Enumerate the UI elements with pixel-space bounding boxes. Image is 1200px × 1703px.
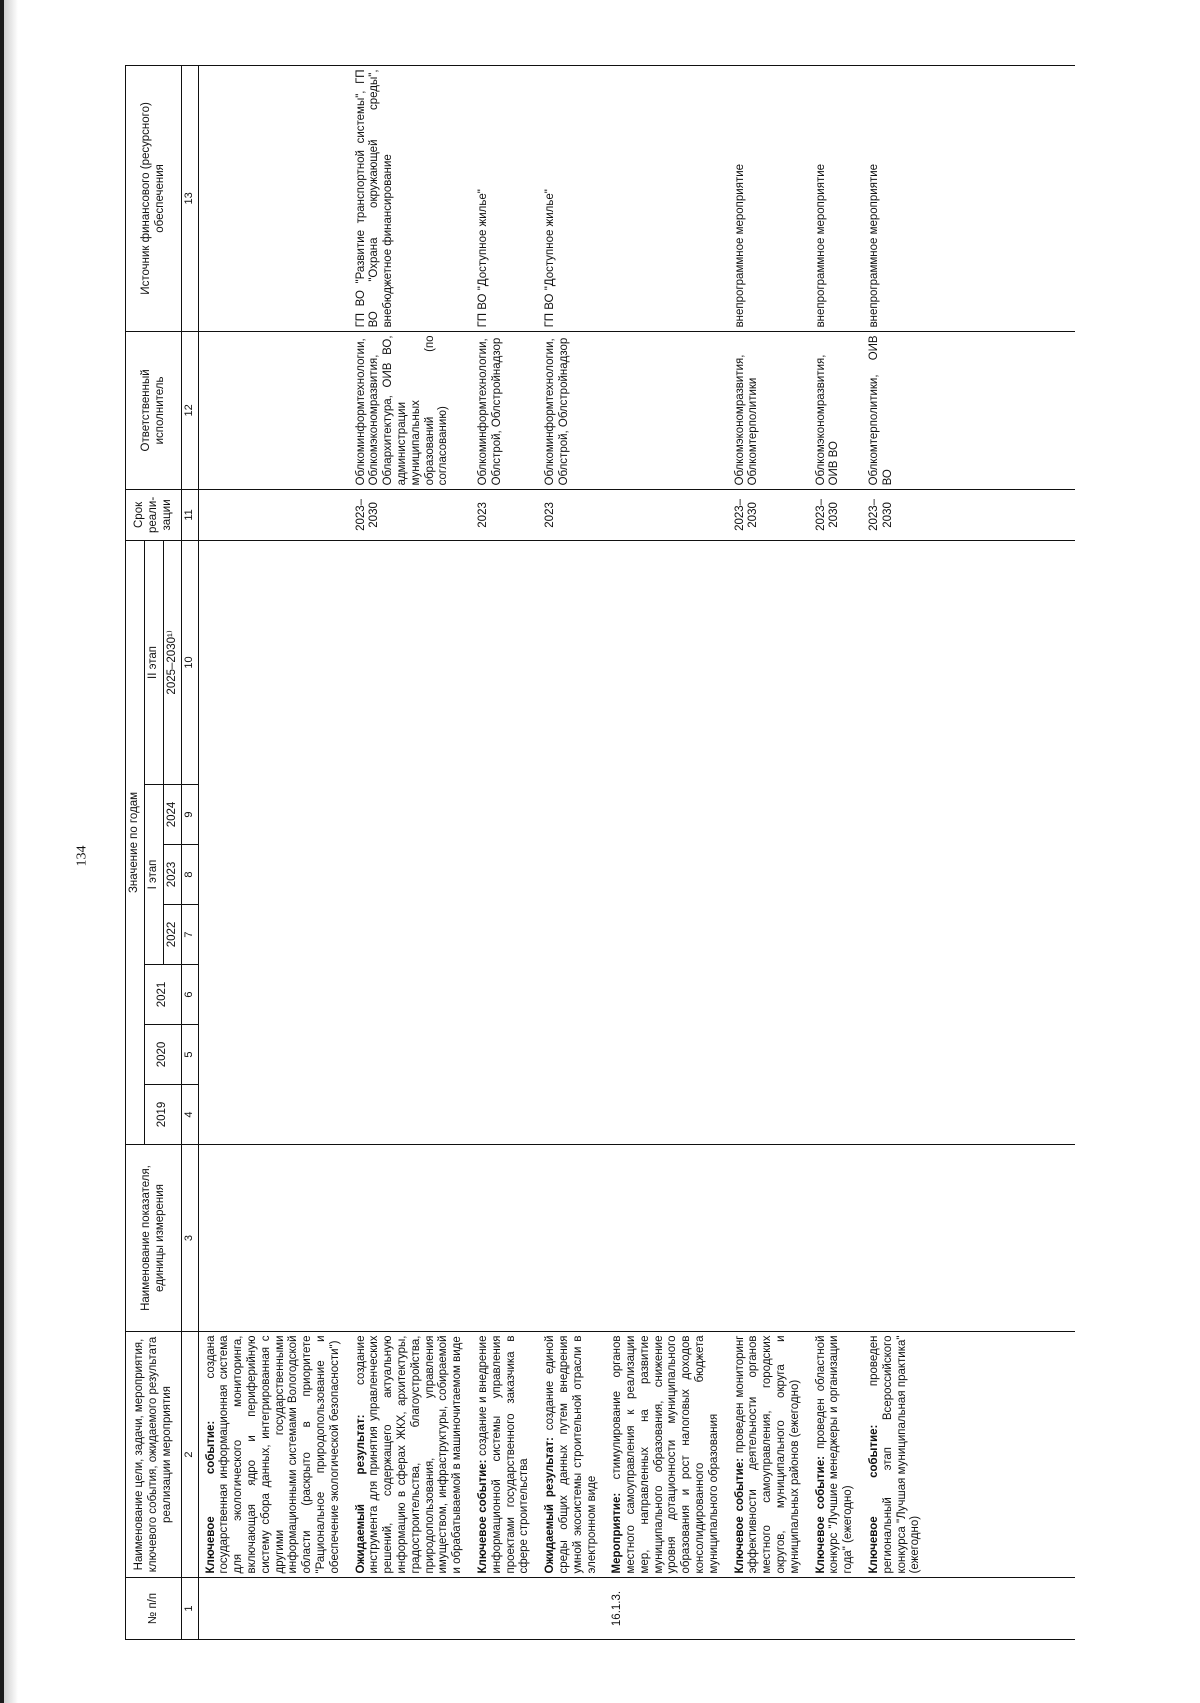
row-num: 16.1.3. [611, 1590, 624, 1627]
row-source: внепрограммное мероприятие [814, 163, 827, 328]
header-name: Наименование цели, задачи, мероприятия, ключевого события, ожидаемого результата реализации мероприятия [126, 1332, 182, 1578]
row-text: проведен региональный этап Всероссийского конкурса "Лучшая муниципальная практика" (ежегодно) [868, 1335, 922, 1574]
row-text: стимулирование органов местного самоуправления к реализации мер, направленных на развитие муниципального образования, снижение уровня дотационности муниципального образования и рост налоговых доходов консолидированного бюджета муниципального образования [611, 1335, 720, 1574]
header-2019: 2019 [144, 1085, 182, 1145]
column-rules [125, 65, 1075, 1640]
row-lead-label: Ожидаемый результат: [354, 1414, 367, 1574]
row-text: проведен мониторинг эффективности деятельности органов местного самоуправления, городских округов, муниципального округа и муниципальных районов (ежегодно) [733, 1335, 801, 1574]
row-executor: Облкомэкономразвития, ОИВ ВО [814, 354, 841, 486]
row-lead-label: Ключевое событие: [733, 1458, 746, 1574]
row-lead-label: Ожидаемый результат: [544, 1437, 557, 1574]
header-2022: 2022 [163, 905, 182, 965]
col-index: 10 [182, 540, 198, 784]
header-term: Срок реали-зации [126, 489, 182, 540]
col-index: 3 [182, 1145, 198, 1332]
col-index: 2 [182, 1332, 198, 1578]
row-term: 2023–2030 [868, 498, 894, 531]
row-source: внепрограммное мероприятие [868, 163, 881, 328]
header-2021: 2021 [144, 965, 182, 1025]
row-executor: Облкоминформтехнологии, Облстрой, Облстройнадзор [544, 337, 570, 486]
header-2024: 2024 [163, 785, 182, 845]
col-index: 7 [182, 905, 198, 965]
col-index: 5 [182, 1025, 198, 1085]
header-executor: Ответственный исполнитель [126, 331, 182, 489]
row-lead-label: Ключевое событие: [814, 1456, 827, 1574]
row-lead-label: Ключевое событие: [868, 1424, 881, 1574]
row-source: ГП ВО "Доступное жилье" [544, 189, 557, 328]
row-text: создана государственная информационная система для экологического мониторинга, включающая ядро и периферийную систему сбора данных, интегрированная с другими государственными информационными системами Вологодской области (раскрыто в приоритете "Рациональное природопользование и обеспечение экологической безопасности") [204, 1335, 341, 1574]
row-executor: Облкомтерполитики, ОИВ ВО [868, 335, 894, 486]
row-term: 2023 [476, 502, 489, 528]
row-text: создание и внедрение информационной системы управления проектами государственного заказчика в сфере строительства [476, 1335, 531, 1574]
row-term: 2023–2030 [733, 498, 760, 531]
row-executor: Облкомэкономразвития, Облкомтерполитики [733, 354, 760, 486]
page-number: 134 [74, 845, 90, 867]
row-executor: Облкоминформтехнологии, Облкомэкономразвития, Облархитектура, ОИВ ВО, администрации муниципальных образований (по согласованию) [354, 335, 450, 486]
scan-edge [0, 0, 20, 1703]
col-index: 13 [182, 65, 198, 331]
header-source: Источник финансового (ресурсного) обеспечения [126, 65, 182, 331]
row-text: создание единой среды общих данных путем внедрения умной экосистемы строительной отрасли в электронном виде [544, 1335, 598, 1574]
header-2025-2030: 2025–2030¹⁾ [163, 540, 182, 784]
row-executor: Облкоминформтехнологии, Облстрой, Облстройнадзор [476, 337, 503, 486]
col-index: 8 [182, 845, 198, 905]
row-source: ГП ВО "Развитие транспортной системы", ГП ВО "Охрана окружающей среды", внебюджетное финансирование [354, 69, 395, 328]
header-indicator: Наименование показателя, единицы измерения [126, 1145, 182, 1332]
header-values-group: Значение по годам [126, 540, 145, 1144]
row-text: проведен областной конкурс "Лучшие менеджеры и организации года" (ежегодно) [814, 1335, 855, 1574]
header-num: № п/п [126, 1578, 182, 1640]
header-2020: 2020 [144, 1025, 182, 1085]
row-lead-label: Ключевое событие: [476, 1459, 489, 1574]
row-text: создание инструмента для принятия управленческих решений, содержащего актуальную информацию в сферах ЖКХ, архитектуры, градостроительства, благоустройства, природопользования, управления имуществом, инфраструктуры, собираемой и обрабатываемой в машиночитаемом виде [354, 1335, 464, 1574]
row-term: 2023 [544, 502, 557, 528]
header-stage1: I этап [144, 785, 163, 965]
col-index: 11 [182, 489, 198, 540]
header-2023: 2023 [163, 845, 182, 905]
row-lead-label: Мероприятие: [611, 1492, 624, 1574]
col-index: 6 [182, 965, 198, 1025]
row-source: внепрограммное мероприятие [733, 163, 746, 328]
col-index: 4 [182, 1085, 198, 1145]
col-index: 12 [182, 331, 198, 489]
row-source: ГП ВО "Доступное жилье" [476, 189, 489, 328]
header-stage2: II этап [144, 540, 163, 784]
row-lead-label: Ключевое событие: [204, 1420, 217, 1574]
row-term: 2023–2030 [814, 498, 841, 531]
row-term: 2023–2030 [354, 498, 381, 531]
rotated-page-content [125, 65, 1075, 1640]
col-index: 9 [182, 785, 198, 845]
col-index: 1 [182, 1578, 198, 1640]
